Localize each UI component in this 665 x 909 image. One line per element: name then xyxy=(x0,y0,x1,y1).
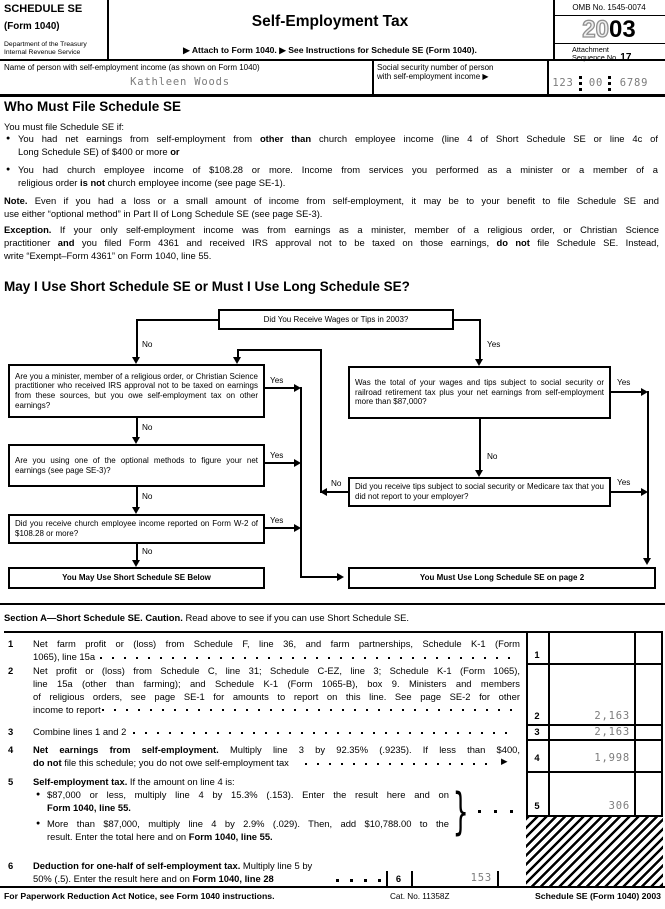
tax-year xyxy=(553,16,665,43)
flow-box-text: Are you a minister, member of a religious order, or Christian Science practitioner who received IRS approval not to be taxed on earnings from these sources, but you owe self-employment tax on other earnings? xyxy=(15,371,258,410)
brace-icon: } xyxy=(452,781,469,841)
flow-label-no: No xyxy=(142,340,153,349)
flow-box-text: Did you receive tips subject to social security or Medicare tax that you did not report to your employer? xyxy=(355,482,604,501)
ssn-separator-icon xyxy=(579,76,582,91)
ssn-field-group[interactable]: 00 xyxy=(588,77,604,89)
text-segment: If your only self-employment income was from earnings as a minister, member of a religious order, or Christian Science xyxy=(51,224,659,235)
line5-heading xyxy=(33,776,520,789)
who-intro: You must file Schedule SE if: xyxy=(4,121,125,132)
footer-rule xyxy=(0,886,665,888)
flow-connector xyxy=(265,527,294,529)
amount-field-line6[interactable]: 153 xyxy=(470,872,492,884)
text-segment: religious order xyxy=(18,176,81,188)
schedule-label: SCHEDULE SE xyxy=(4,3,83,15)
text-segment: or xyxy=(170,145,180,157)
flow-label-yes: Yes xyxy=(270,376,284,385)
flow-box-text: You May Use Short Schedule SE Below xyxy=(62,573,211,583)
header-divider-left xyxy=(107,0,109,61)
text-segment: Note. xyxy=(4,195,28,206)
table-grid-line xyxy=(526,663,663,665)
omb-number: OMB No. 1545-0074 xyxy=(572,3,646,12)
flow-label-yes: Yes xyxy=(617,378,631,387)
flow-box-use-long xyxy=(348,567,656,589)
ssn-field-serial[interactable]: 6789 xyxy=(619,77,649,89)
bullet-icon: ● xyxy=(36,820,41,827)
flow-label-yes: Yes xyxy=(270,516,284,525)
text-segment: 1065), line 15a xyxy=(33,650,96,662)
flow-connector xyxy=(300,576,337,578)
text-segment: Exception. xyxy=(4,224,52,235)
flow-connector xyxy=(611,391,641,393)
row-number-cell: 2 xyxy=(534,710,540,721)
flow-label-no: No xyxy=(142,492,153,501)
flow-connector xyxy=(265,387,294,389)
line-number: 5 xyxy=(8,776,14,787)
text-segment: church employee income (line 4 of Short Schedule SE or line 4c of xyxy=(311,133,658,144)
attachment-label: Attachment xyxy=(572,44,609,54)
text-segment: Multiply line 5 by xyxy=(240,860,313,871)
bullet-icon: ● xyxy=(6,166,11,173)
flow-connector xyxy=(265,462,294,464)
flow-connector xyxy=(136,487,138,507)
arrow-down-icon xyxy=(132,560,140,567)
dot-leader xyxy=(100,657,516,659)
tax-year-outline: 20 xyxy=(582,16,609,43)
text-segment: is not xyxy=(80,176,106,188)
attach-instruction: ▶ Attach to Form 1040. ▶ See Instructions for Schedule SE (Form 1040). xyxy=(183,45,477,55)
dot-leader xyxy=(102,709,516,711)
flow-label-yes: Yes xyxy=(487,340,501,349)
dot-leader xyxy=(336,879,381,882)
flow-label-no: No xyxy=(331,479,342,488)
department-line2: Internal Revenue Service xyxy=(4,49,81,56)
ssn-box-divider xyxy=(547,61,549,94)
text-segment: result. Enter the total here and on xyxy=(47,830,189,842)
flow-connector xyxy=(647,391,649,558)
row-number-cell: 6 xyxy=(395,873,402,884)
sequence-label: Sequence No. xyxy=(572,52,621,62)
text-segment: Net farm profit or (loss) from Schedule F, line 36, and farm partnerships, Schedule K-1 (Form xyxy=(33,638,520,649)
text-segment: Even if you had a loss or a small amount of income from self-employment, it may be to your benefit to file Schedule SE and xyxy=(27,195,659,206)
flow-connector xyxy=(136,544,138,560)
ssn-label-line1: Social security number of person xyxy=(377,63,494,72)
flow-connector xyxy=(137,319,218,321)
text-segment: Section A—Short Schedule SE. Caution. xyxy=(4,612,183,623)
flow-connector xyxy=(136,319,138,357)
flow-label-no: No xyxy=(487,452,498,461)
flow-connector xyxy=(320,349,322,493)
text-segment: use either “optional method” in Part II of Long Schedule SE (see page SE-3). xyxy=(4,207,323,219)
text-segment: other than xyxy=(259,133,312,144)
text-segment: Form 1040, line 28 xyxy=(192,872,274,884)
flow-box-church-income xyxy=(8,514,265,544)
text-segment: and xyxy=(57,236,75,248)
name-row-rule xyxy=(0,94,665,97)
arrow-down-icon xyxy=(475,470,483,477)
arrow-down-icon xyxy=(233,357,241,364)
catalog-number: Cat. No. 11358Z xyxy=(390,892,450,901)
flow-box-total-wages xyxy=(348,366,611,419)
ssn-separator-icon xyxy=(608,76,611,91)
line4-text xyxy=(33,744,520,770)
text-segment: Net profit or (loss) from Schedule C, line 31; Schedule C-EZ, line 3; Schedule K-1 (Form 1065), xyxy=(33,665,520,676)
who-must-file-heading: Who Must File Schedule SE xyxy=(4,99,182,114)
bullet-icon: ● xyxy=(6,135,11,142)
section-a-rule xyxy=(0,603,665,605)
text-segment: 50% (.5). Enter the result here and on xyxy=(33,872,193,884)
note-paragraph xyxy=(4,195,659,221)
flow-box-text: You Must Use Long Schedule SE on page 2 xyxy=(419,573,585,583)
line-number: 6 xyxy=(8,860,14,871)
text-segment: $87,000 or less, multiply line 4 by 15.3% (.153). Enter the result here and on xyxy=(47,789,449,800)
table-top-border xyxy=(4,631,663,633)
flow-label-yes: Yes xyxy=(617,478,631,487)
text-segment: do not xyxy=(496,236,530,248)
text-segment: Form 1040, line 55. xyxy=(47,801,131,813)
arrow-down-icon xyxy=(132,437,140,444)
flow-connector xyxy=(479,319,481,359)
text-segment: Form 1040, line 55. xyxy=(188,830,273,842)
flow-box-text: Did You Receive Wages or Tips in 2003? xyxy=(263,314,409,324)
arrow-right-icon xyxy=(641,488,648,496)
flow-connector xyxy=(300,387,302,578)
line-number: 4 xyxy=(8,744,14,755)
dot-leader xyxy=(478,810,516,813)
table-grid-line xyxy=(634,631,636,815)
amount-field-line3[interactable]: 2,163 xyxy=(594,726,630,738)
flow-box-unreported-tips xyxy=(348,477,611,507)
flow-connector xyxy=(611,491,641,493)
paperwork-notice: For Paperwork Reduction Act Notice, see Form 1040 instructions. xyxy=(4,891,275,901)
line1-text xyxy=(33,638,520,664)
header-bottom-rule xyxy=(0,59,665,61)
name-ssn-divider xyxy=(372,61,374,94)
line-number: 2 xyxy=(8,665,14,676)
flow-connector xyxy=(479,419,481,470)
form-label: (Form 1040) xyxy=(4,21,60,32)
flow-box-text: Did you receive church employee income reported on Form W-2 of $108.28 or more? xyxy=(15,519,258,538)
arrow-down-icon xyxy=(475,359,483,366)
row-number-cell: 4 xyxy=(534,752,540,763)
line-number: 3 xyxy=(8,726,14,737)
text-segment: Net earnings from self-employment. xyxy=(33,744,219,755)
table-grid-line xyxy=(526,771,663,773)
flow-box-use-short xyxy=(8,567,265,589)
flow-box-optional-methods xyxy=(8,444,265,487)
text-segment: Long Schedule SE) of $400 or more xyxy=(18,145,171,157)
text-segment: Deduction for one-half of self-employment tax. xyxy=(33,860,241,871)
flowchart-heading: May I Use Short Schedule SE or Must I Use Long Schedule SE? xyxy=(4,279,410,294)
text-segment: write “Exempt–Form 4361” on Form 1040, line 55. xyxy=(4,249,212,261)
text-segment: Read above to see if you can use Short Schedule SE. xyxy=(182,612,410,623)
arrow-right-icon: ▶ xyxy=(501,756,508,766)
text-segment: line 15a (other than farming); and Schedule K-1 (Form 1065-B), box 9. Ministers and members xyxy=(33,677,520,689)
flow-label-no: No xyxy=(142,423,153,432)
table-grid-line xyxy=(411,871,413,886)
who-bullet-2 xyxy=(18,164,658,190)
bullet-icon: ● xyxy=(36,791,41,798)
line5-bullet-a xyxy=(47,789,449,815)
flow-box-minister xyxy=(8,364,265,418)
table-grid-line xyxy=(661,631,663,815)
table-grid-line xyxy=(497,871,499,886)
line-number: 1 xyxy=(8,638,14,649)
table-grid-line xyxy=(526,739,663,741)
text-segment: you filed Form 4361 and received IRS approval not to be taxed on those earnings, xyxy=(74,236,497,248)
exception-paragraph xyxy=(4,224,659,263)
row-number-cell: 3 xyxy=(534,726,540,737)
tax-year-solid: 03 xyxy=(609,16,636,43)
text-segment: income to report xyxy=(33,703,101,715)
flow-connector xyxy=(238,349,322,351)
arrow-down-icon xyxy=(643,558,651,565)
line5-bullet-b xyxy=(47,818,449,844)
line6-text xyxy=(33,860,385,886)
dot-leader xyxy=(133,732,516,734)
section-a-caption xyxy=(4,612,661,625)
text-segment: More than $87,000, multiply line 4 by 2.9% (.029). Then, add $10,788.00 to the xyxy=(47,818,449,829)
text-segment: church employee income (see page SE-1). xyxy=(105,176,286,188)
dot-leader xyxy=(305,763,495,765)
text-segment: do not xyxy=(33,756,62,768)
sequence-number: 17 xyxy=(620,51,632,63)
department-line1: Department of the Treasury xyxy=(4,41,87,48)
form-footer-title: Schedule SE (Form 1040) 2003 xyxy=(534,891,661,901)
line3-text: Combine lines 1 and 2 xyxy=(33,726,127,737)
arrow-down-icon xyxy=(132,357,140,364)
text-segment: You had church employee income of $108.28 or more. Income from services you performed as a minister or a member of a xyxy=(18,164,658,175)
text-segment: You had net earnings from self-employment from xyxy=(18,133,260,144)
amount-field-line4[interactable]: 1,998 xyxy=(594,752,630,764)
amount-field-line5[interactable]: 306 xyxy=(608,800,630,812)
flow-connector xyxy=(454,319,481,321)
flow-box-text: Are you using one of the optional methods to figure your net earnings (see page SE-3)? xyxy=(15,455,258,475)
text-segment: file this schedule; you do not owe self-employment tax xyxy=(61,756,289,768)
flow-connector xyxy=(136,418,138,437)
page-title: Self-Employment Tax xyxy=(251,13,409,30)
amount-field-line2[interactable]: 2,163 xyxy=(594,710,630,722)
who-bullet-1 xyxy=(18,133,658,159)
sequence-line xyxy=(572,52,631,63)
ssn-label-line2: with self-employment income ▶ xyxy=(377,72,489,81)
row-number-cell: 5 xyxy=(534,800,540,811)
flow-label-yes: Yes xyxy=(270,451,284,460)
flow-connector xyxy=(327,491,348,493)
text-segment: file Schedule SE. Instead, xyxy=(529,236,659,248)
text-segment: Self-employment tax. xyxy=(33,776,128,787)
name-label: Name of person with self-employment income (as shown on Form 1040) xyxy=(4,63,260,72)
flow-box-text: Was the total of your wages and tips subject to social security or railroad retirement tax plus your net earnings from self-employment more than $87,000? xyxy=(355,377,604,407)
name-field[interactable]: Kathleen Woods xyxy=(130,76,230,88)
arrow-down-icon xyxy=(132,507,140,514)
flow-connector xyxy=(237,349,239,357)
row-number-cell: 1 xyxy=(534,649,540,660)
flow-box-wages-tips xyxy=(218,309,454,330)
arrow-right-icon xyxy=(337,573,344,581)
ssn-field-area[interactable]: 123 xyxy=(552,77,574,89)
table-grid-line xyxy=(548,631,550,815)
text-segment: practitioner xyxy=(4,236,58,248)
year-rule xyxy=(553,43,665,44)
text-segment: of religious orders, see page SE-1 for amounts to report on this line. See page SE-2 for other xyxy=(33,690,520,702)
text-segment: If the amount on line 4 is: xyxy=(127,776,235,787)
flow-label-no: No xyxy=(142,547,153,556)
text-segment: Multiply line 3 by 92.35% (.9235). If less than $400, xyxy=(218,744,520,755)
arrow-left-icon xyxy=(320,488,327,496)
shaded-area xyxy=(526,817,663,886)
